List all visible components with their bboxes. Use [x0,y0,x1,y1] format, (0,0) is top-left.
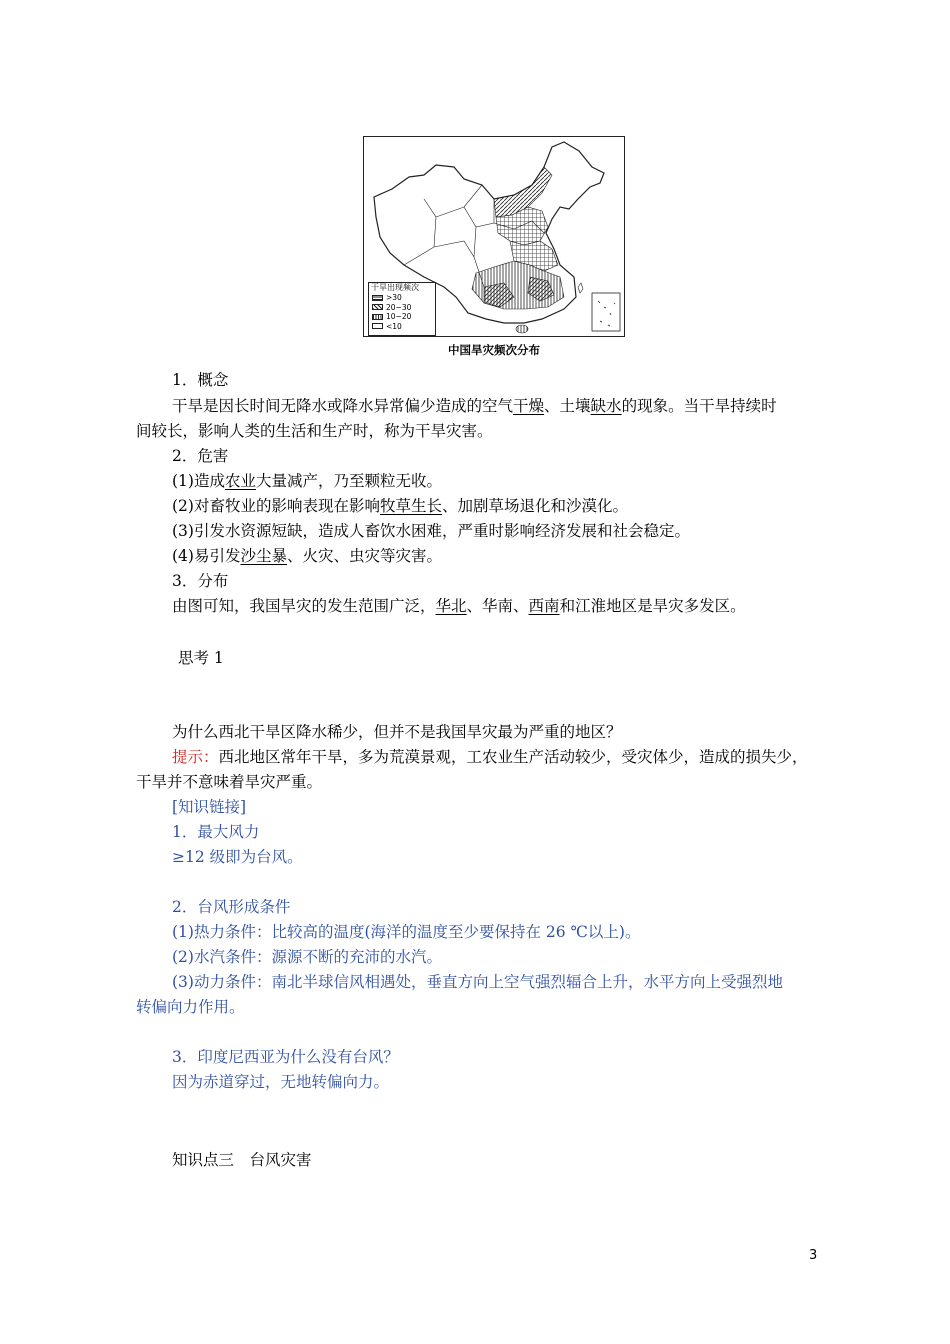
diagonal-swatch [372,304,383,310]
concept-paragraph-line-2: 间较长，影响人类的生活和生产时，称为干旱灾害。 [136,422,493,440]
figure-caption: 中国旱灾频次分布 [448,343,540,357]
distribution-heading: 3．分布 [172,572,229,590]
legend-label: <10 [386,321,402,331]
legend-label: 20~30 [386,302,412,312]
underlined-term: 缺水 [590,397,622,415]
underlined-term: 西南 [528,597,560,615]
link-heading-3: 3．印度尼西亚为什么没有台风？ [172,1048,399,1066]
hazard-item-3: (3)引发水资源短缺，造成人畜饮水困难，严重时影响经济发展和社会稳定。 [172,522,690,540]
concept-paragraph-line-1: 干旱是因长时间无降水或降水异常偏少造成的空气干燥、土壤缺水的现象。当干旱持续时 [172,397,777,415]
hint-line-2: 干旱并不意味着旱灾严重。 [136,773,323,791]
hint-label: 提示： [172,748,219,766]
condition-2: (2)水汽条件：源源不断的充沛的水汽。 [172,948,442,966]
hazard-heading: 2．危害 [172,447,229,465]
think-question: 为什么西北干旱区降水稀少，但并不是我国旱灾最为严重的地区？ [172,723,622,741]
distribution-paragraph: 由图可知，我国旱灾的发生范围广泛，华北、华南、西南和江淮地区是旱灾多发区。 [172,597,746,615]
hazard-item-4: (4)易引发沙尘暴、火灾、虫灾等灾害。 [172,547,442,565]
underlined-term: 沙尘暴 [240,547,287,565]
vertical-swatch [372,314,383,320]
think-label: 思考 1 [178,649,224,667]
link-heading-2: 2．台风形成条件 [172,898,291,916]
underlined-term: 干燥 [513,397,545,415]
legend-item [369,303,435,313]
knowledge-link-label: [知识链接] [172,798,247,816]
legend-label: >30 [386,293,402,303]
underlined-term: 牧草生长 [379,497,442,515]
underlined-term: 农业 [224,472,256,490]
link-heading-1: 1．最大风力 [172,823,260,841]
blank-swatch [372,323,383,329]
hazard-item-2: (2)对畜牧业的影响表现在影响牧草生长、加剧草场退化和沙漠化。 [172,497,628,515]
drought-map-figure [363,136,625,337]
legend-item [369,293,435,303]
link-text-1: ≥12 级即为台风。 [172,848,303,866]
section-title: 知识点三 台风灾害 [172,1151,312,1169]
concept-heading: 1．概念 [172,371,229,389]
condition-3-line-2: 转偏向力作用。 [136,998,245,1016]
legend-title: 干旱出现频次 [371,283,419,292]
grid-swatch [372,295,383,301]
map-legend [368,282,436,336]
link-text-3: 因为赤道穿过，无地转偏向力。 [172,1073,390,1091]
page-number: 3 [809,1248,818,1263]
underlined-term: 华北 [435,597,467,615]
condition-1: (1)热力条件：比较高的温度(海洋的温度至少要保持在 26 ℃以上)。 [172,923,641,941]
hazard-item-1: (1)造成农业大量减产，乃至颗粒无收。 [172,472,442,490]
hint-line-1: 提示：西北地区常年干旱，多为荒漠景观，工农业生产活动较少，受灾体少，造成的损失少， [172,748,808,766]
legend-item [369,322,435,332]
legend-item [369,312,435,322]
condition-3-line-1: (3)动力条件：南北半球信风相遇处，垂直方向上空气强烈辐合上升，水平方向上受强烈地 [172,973,783,991]
legend-label: 10~20 [386,312,412,322]
